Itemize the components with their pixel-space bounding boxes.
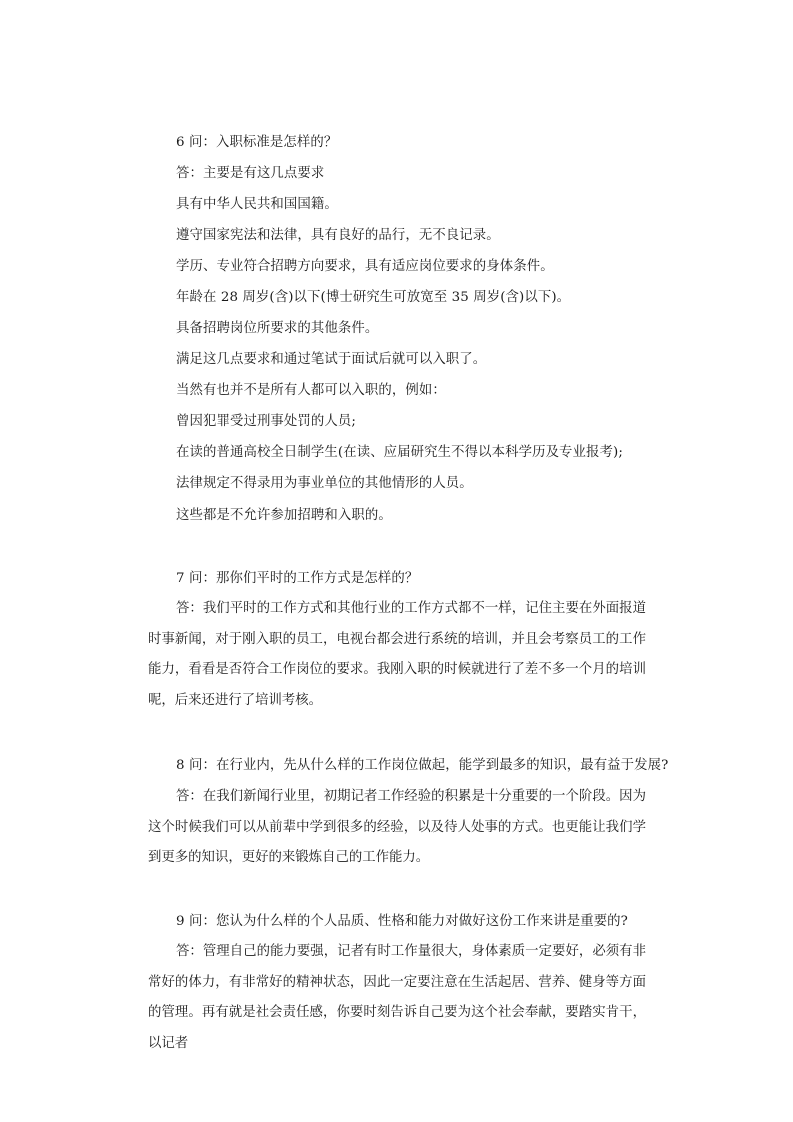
q6-requirement-1: 具有中华人民共和国国籍。 <box>176 197 338 212</box>
q6-answer-intro: 答：主要是有这几点要求 <box>176 166 325 181</box>
q6-exceptions-intro: 当然有也并不是所有人都可以入职的，例如： <box>176 383 446 398</box>
q6-closing: 这些都是不允许参加招聘和入职的。 <box>176 508 392 523</box>
q6-requirement-5: 具备招聘岗位所要求的其他条件。 <box>176 321 379 336</box>
q6-exception-2: 在读的普通高校全日制学生(在读、应届研究生不得以本科学历及专业报考); <box>176 445 623 460</box>
q6-exception-3: 法律规定不得录用为事业单位的其他情形的人员。 <box>176 476 473 491</box>
q6-summary: 满足这几点要求和通过笔试于面试后就可以入职了。 <box>176 352 487 367</box>
q9-answer: 答：管理自己的能力要强，记者有时工作量很大，身体素质一定要好，必须有非常好的体力，有非常好的精神状态，因此一定要注意在生活起居、营养、健身等方面的管理。再有就是社会责任感，你要时刻告诉自己要为这个社会奉献，要踏实肯干，以记者 <box>148 944 646 1051</box>
q6-question: 6 问：入职标准是怎样的？ <box>176 135 338 150</box>
q6-requirement-3: 学历、专业符合招聘方向要求，具有适应岗位要求的身体条件。 <box>176 259 554 274</box>
q6-requirement-2: 遵守国家宪法和法律，具有良好的品行，无不良记录。 <box>176 228 500 243</box>
q9-question: 9 问：您认为什么样的个人品质、性格和能力对做好这份工作来讲是重要的? <box>176 914 628 929</box>
q6-requirement-4: 年龄在 28 周岁(含)以下(博士研究生可放宽至 35 周岁(含)以下)。 <box>176 290 571 305</box>
q7-answer: 答：我们平时的工作方式和其他行业的工作方式都不一样，记住主要在外面报道时事新闻，对于刚入职的员工，电视台都会进行系统的培训，并且会考察员工的工作能力，看看是否符合工作岗位的要求。我刚入职的时候就进行了差不多一个月的培训呢，后来还进行了培训考核。 <box>148 601 646 708</box>
q8-question: 8 问：在行业内，先从什么样的工作岗位做起，能学到最多的知识，最有益于发展? <box>176 758 669 773</box>
q7-question: 7 问：那你们平时的工作方式是怎样的？ <box>176 571 419 586</box>
q6-exception-1: 曾因犯罪受过刑事处罚的人员; <box>176 414 356 429</box>
q8-answer: 答：在我们新闻行业里，初期记者工作经验的积累是十分重要的一个阶段。因为这个时候我们可以从前辈中学到很多的经验，以及待人处事的方式。也更能让我们学到更多的知识，更好的来锻炼自己的工作能力。 <box>148 789 646 865</box>
